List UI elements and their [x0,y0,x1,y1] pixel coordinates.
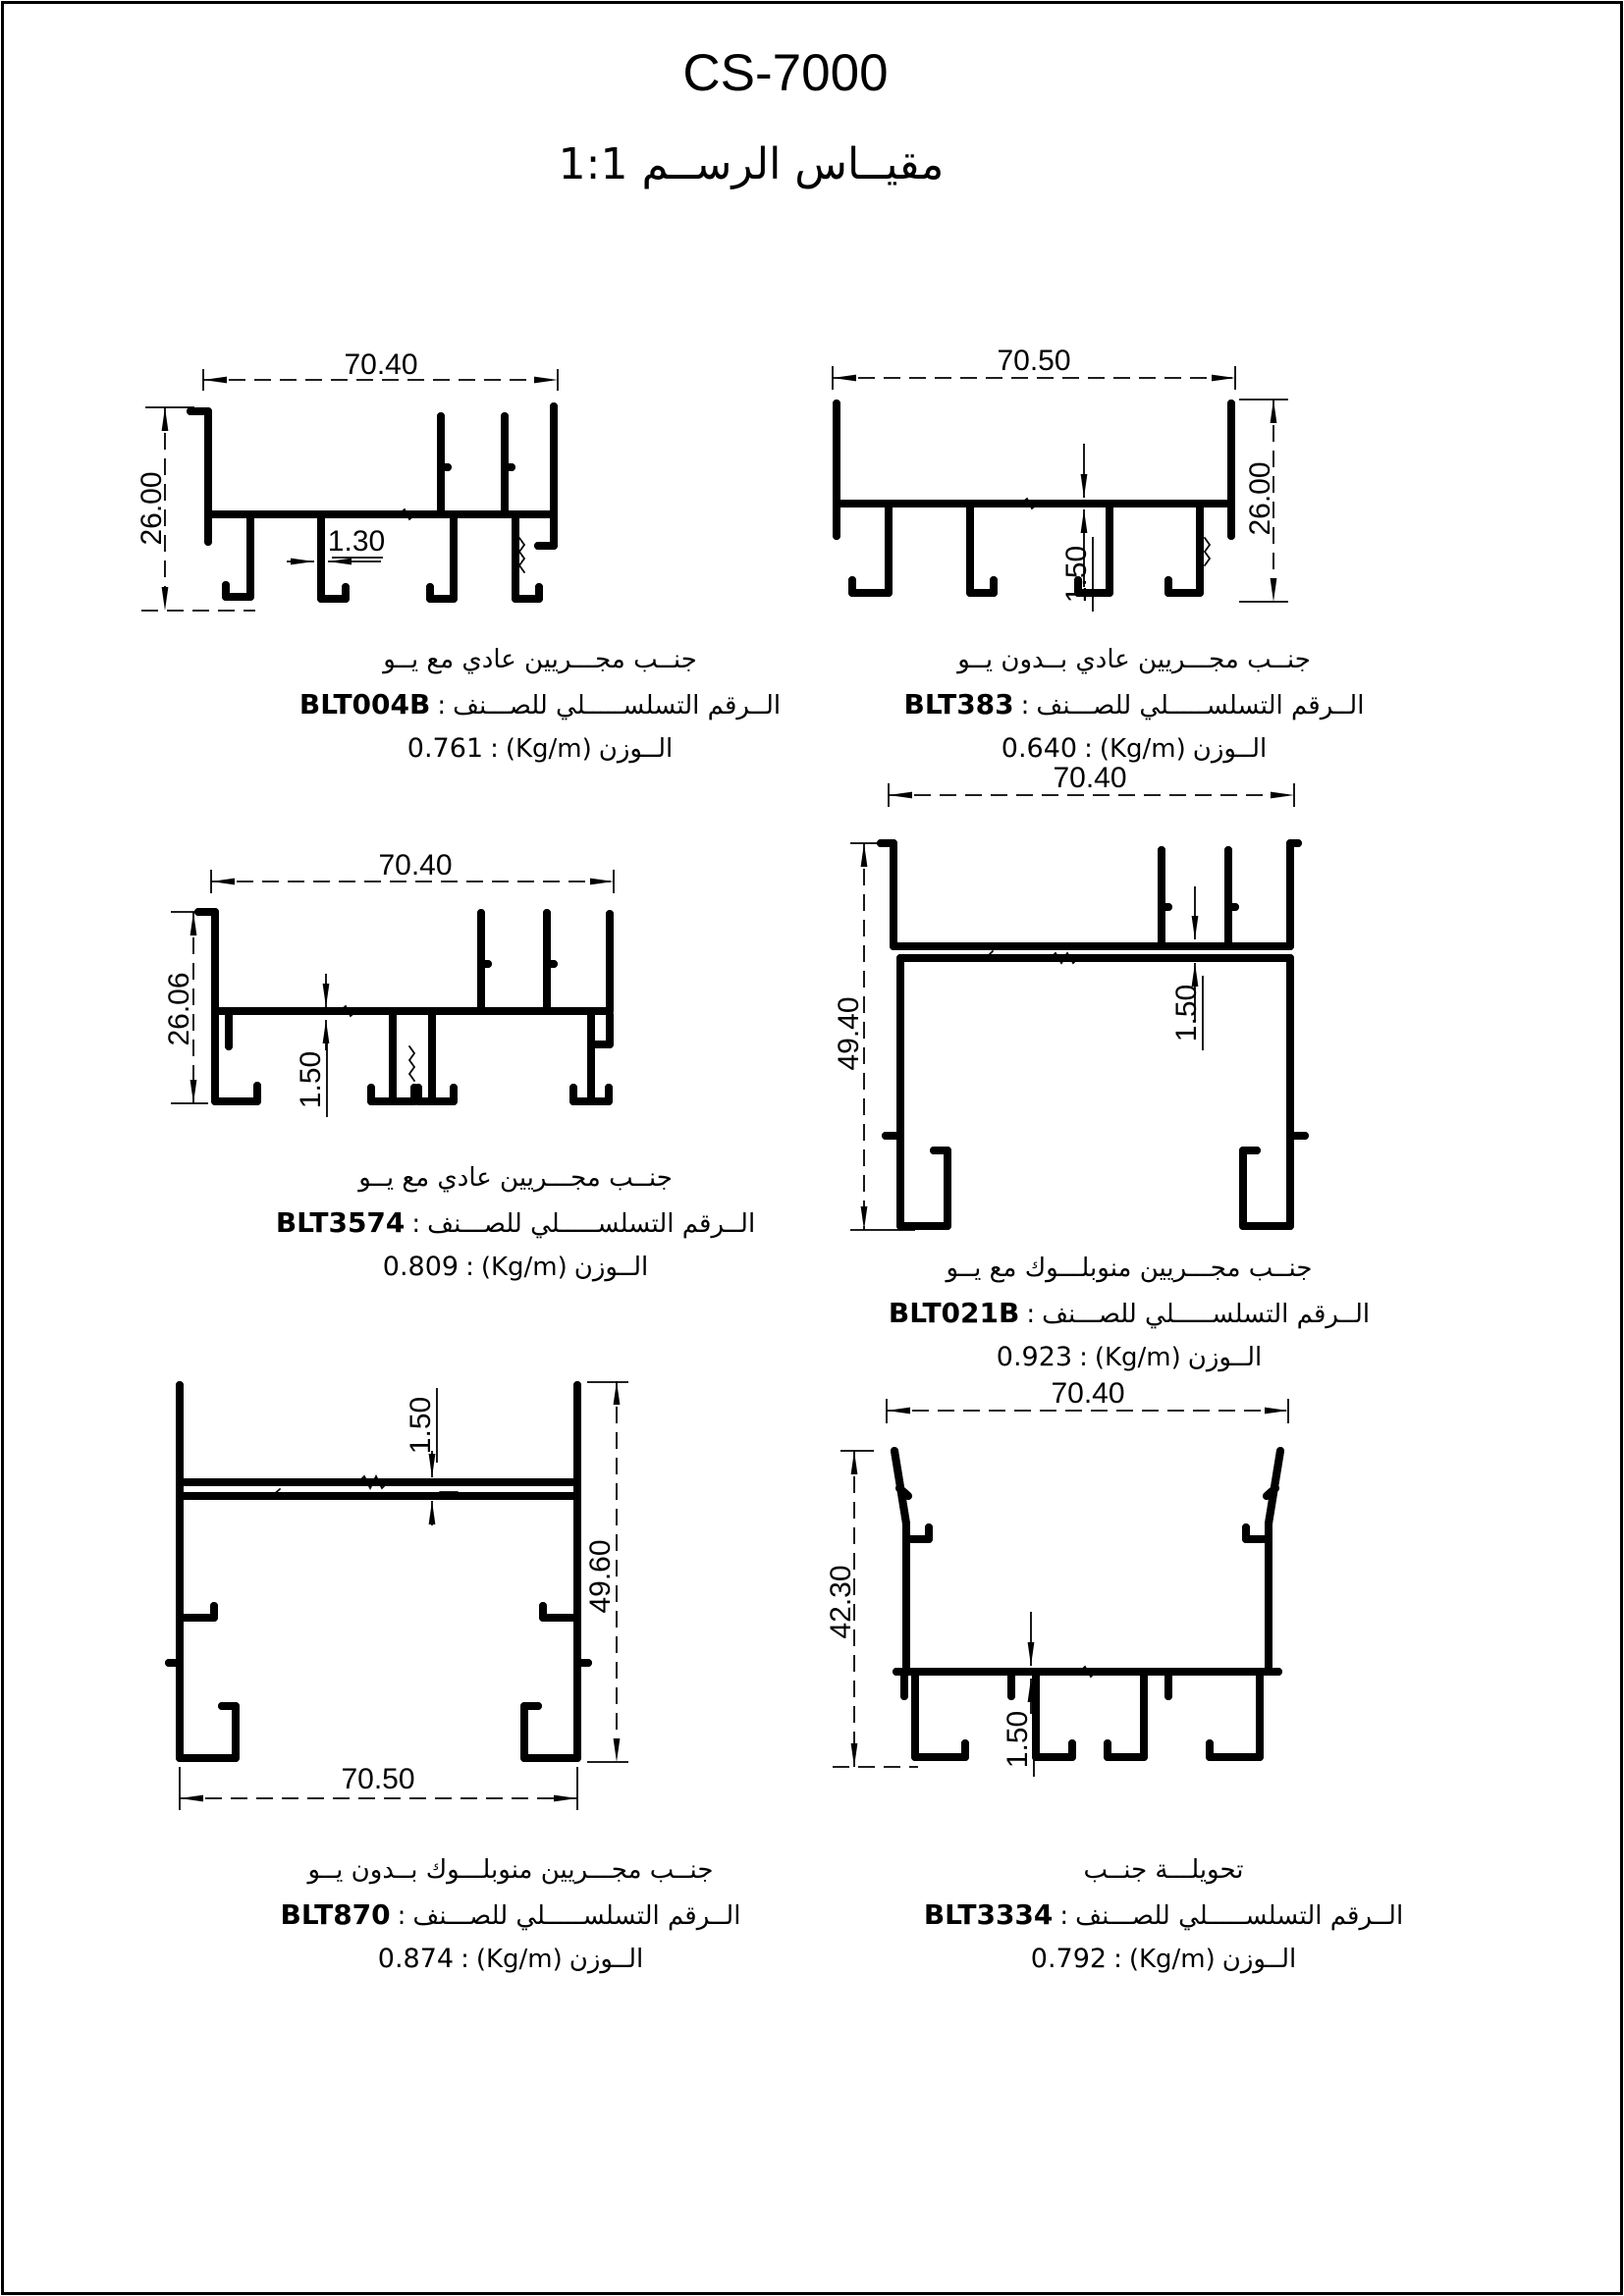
weight-unit: (Kg/m) [1099,734,1186,764]
weight-unit: (Kg/m) [1094,1343,1181,1372]
profile-outline [894,1451,1280,1757]
colon: : [460,1945,469,1974]
colon: : [1113,1945,1122,1974]
profile-description: جنــب مجـــريين عادي بــدون يــو [957,645,1311,674]
caption-blt004b [236,638,844,771]
profile-description: تحويلـــة جنــب [1083,1855,1244,1885]
width-dim-label: 70.50 [997,345,1071,377]
serial-label: الــرقم التسلســـــلي للصـــنف [1042,1300,1371,1329]
colon: : [465,1253,474,1282]
thickness-dim-label: 1.30 [327,525,386,558]
colon: : [1084,734,1093,764]
profile-code: BLT383 [903,688,1014,721]
caption-blt383 [830,638,1438,771]
profile-code: BLT021B [888,1297,1020,1329]
weight-unit: (Kg/m) [480,1253,568,1282]
page-title: CS-7000 [682,44,889,102]
thickness-dim-label: 1.50 [295,1050,327,1109]
weight-unit: (Kg/m) [475,1945,563,1974]
serial-label: الــرقم التسلســـــلي للصـــنف [427,1209,756,1239]
profile-detail-lines [1021,499,1210,565]
profile-drawing-6 [825,1377,1288,1777]
weight-value: 0.809 [382,1252,460,1282]
weight-label: الــوزن [1192,734,1268,764]
profile-code: BLT3334 [923,1898,1054,1931]
width-dim-label: 70.50 [341,1763,415,1795]
serial-label: الــرقم التسلســـــلي للصـــنف [453,691,782,721]
thickness-dim-label: 1.50 [1170,984,1203,1042]
colon: : [1079,1343,1088,1372]
profile-code: BLT3574 [275,1206,406,1239]
colon: : [1026,1300,1036,1329]
serial-label: الــرقم التسلســـــلي للصـــنف [1075,1901,1404,1931]
weight-value: 0.874 [377,1944,455,1974]
thickness-dim-label: 1.50 [405,1396,437,1455]
serial-label: الــرقم التسلســـــلي للصـــنف [412,1901,741,1931]
height-dim-label: 49.40 [833,996,865,1071]
height-dim-label: 49.60 [584,1539,617,1614]
width-dim-label: 70.40 [1053,762,1127,794]
caption-blt3574 [211,1156,820,1289]
profile-code: BLT004B [298,688,431,721]
profile-description: جنــب مجـــريين عادي مع يــو [383,645,697,674]
colon: : [1020,691,1030,721]
caption-blt870 [206,1848,815,1981]
weight-label: الــوزن [573,1253,649,1282]
colon: : [397,1901,406,1931]
weight-label: الــوزن [568,1945,644,1974]
width-dim-label: 70.40 [1051,1377,1125,1410]
profile-detail-lines [399,509,524,572]
height-dim-label: 26.00 [1244,461,1276,536]
scale-subtitle: مقيــاس الرســم 1:1 [558,139,945,189]
height-dim-label: 42.30 [825,1565,857,1639]
colon: : [1059,1901,1069,1931]
height-dim-label: 26.06 [163,972,195,1046]
weight-label: الــوزن [598,734,674,764]
weight-unit: (Kg/m) [1128,1945,1216,1974]
weight-value: 0.792 [1030,1944,1108,1974]
colon: : [411,1209,421,1239]
weight-value: 0.761 [406,733,484,764]
weight-label: الــوزن [1187,1343,1263,1372]
profile-description: جنــب مجـــريين عادي مع يــو [358,1163,673,1193]
profile-description: جنــب مجـــريين منوبلـــوك بــدون يــو [307,1855,714,1885]
profile-drawing-1 [135,348,558,611]
profile-detail-lines [340,1006,414,1081]
weight-value: 0.640 [1001,733,1078,764]
width-dim-label: 70.40 [344,348,418,381]
colon: : [490,734,499,764]
profile-drawing-4 [833,762,1305,1230]
profile-drawing-2 [833,345,1288,612]
caption-blt021b [825,1247,1434,1379]
weight-unit: (Kg/m) [505,734,592,764]
height-dim-label: 26.00 [135,471,168,546]
serial-label: الــرقم التسلســـــلي للصـــنف [1036,691,1365,721]
weight-value: 0.923 [996,1342,1073,1372]
profile-outline [190,406,554,599]
caption-blt3334 [859,1848,1468,1981]
weight-label: الــوزن [1221,1945,1297,1974]
profile-outline [837,403,1231,593]
colon: : [437,691,447,721]
thickness-dim-label: 1.50 [1060,545,1093,604]
profile-code: BLT870 [280,1898,391,1931]
thickness-dim-label: 1.50 [1001,1710,1034,1769]
profile-description: جنــب مجـــريين منوبلـــوك مع يــو [946,1254,1313,1283]
profile-drawing-5 [169,1381,628,1810]
profile-drawing-3 [163,849,614,1117]
width-dim-label: 70.40 [378,849,453,881]
